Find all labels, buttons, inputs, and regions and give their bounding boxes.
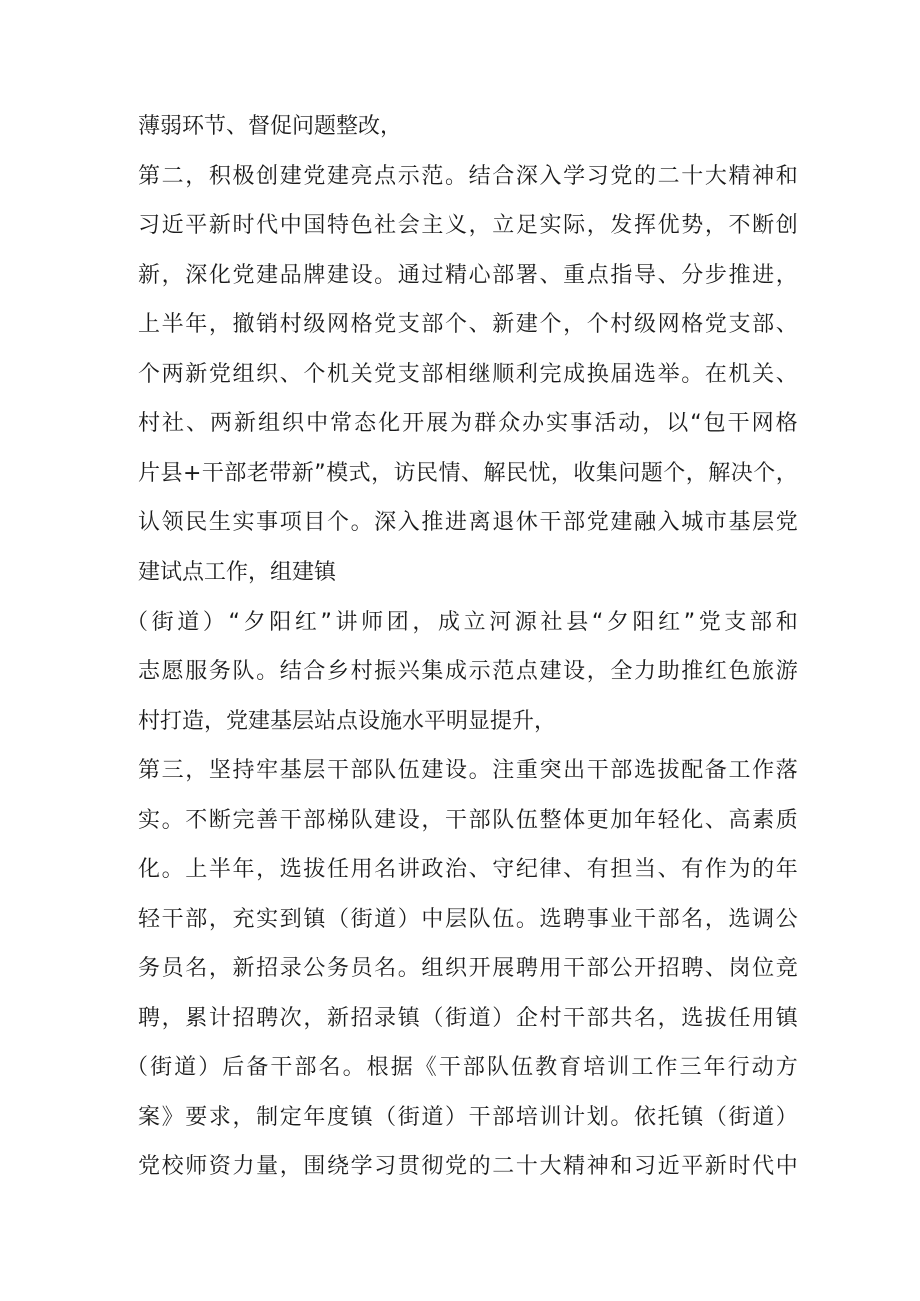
text-line-12: 志愿服务队。结合乡村振兴集成示范点建设，全力助推红色旅游: [138, 659, 798, 684]
text-line-16: 化。上半年，选拔任用名讲政治、守纪律、有担当、有作为的年: [138, 857, 798, 882]
text-line-21: 案》要求，制定年度镇（街道）干部培训计划。依托镇（街道）: [138, 1105, 798, 1130]
text-line-04: 新，深化党建品牌建设。通过精心部署、重点指导、分步推进，: [138, 263, 798, 288]
text-line-14: 第三，坚持牢基层干部队伍建设。注重突出干部选拔配备工作落: [138, 758, 798, 783]
text-line-19: 聘，累计招聘次，新招录镇（街道）企村干部共名，选拔任用镇: [138, 1006, 798, 1031]
text-line-05: 上半年，撤销村级网格党支部个、新建个，个村级网格党支部、: [138, 312, 798, 337]
text-line-18: 务员名，新招录公务员名。组织开展聘用干部公开招聘、岗位竞: [138, 956, 798, 981]
text-line-13: 村打造，党建基层站点设施水平明显提升，: [138, 709, 557, 734]
text-line-07: 村社、两新组织中常态化开展为群众办实事活动，以“包干网格: [138, 411, 798, 436]
text-line-10: 建试点工作，组建镇: [138, 560, 337, 585]
text-line-06: 个两新党组织、个机关党支部相继顺利完成换届选举。在机关、: [138, 362, 798, 387]
text-line-03: 习近平新时代中国特色社会主义，立足实际，发挥优势，不断创: [138, 213, 798, 238]
text-line-11: （街道）“夕阳红”讲师团，成立河源社县“夕阳红”党支部和: [126, 610, 798, 635]
text-line-17: 轻干部，充实到镇（街道）中层队伍。选聘事业干部名，选调公: [138, 907, 798, 932]
text-line-02: 第二，积极创建党建亮点示范。结合深入学习党的二十大精神和: [138, 164, 798, 189]
text-line-20: （街道）后备干部名。根据《干部队伍教育培训工作三年行动方: [126, 1055, 798, 1080]
text-line-09: 认领民生实事项目个。深入推进离退休干部党建融入城市基层党: [138, 510, 798, 535]
text-line-22: 党校师资力量，围绕学习贯彻党的二十大精神和习近平新时代中: [138, 1154, 798, 1179]
text-line-01: 薄弱环节、督促问题整改，: [138, 114, 403, 139]
text-line-08: 片县+干部老带新”模式，访民情、解民忧，收集问题个，解决个，: [138, 461, 798, 486]
text-line-15: 实。不断完善干部梯队建设，干部队伍整体更加年轻化、高素质: [138, 808, 798, 833]
